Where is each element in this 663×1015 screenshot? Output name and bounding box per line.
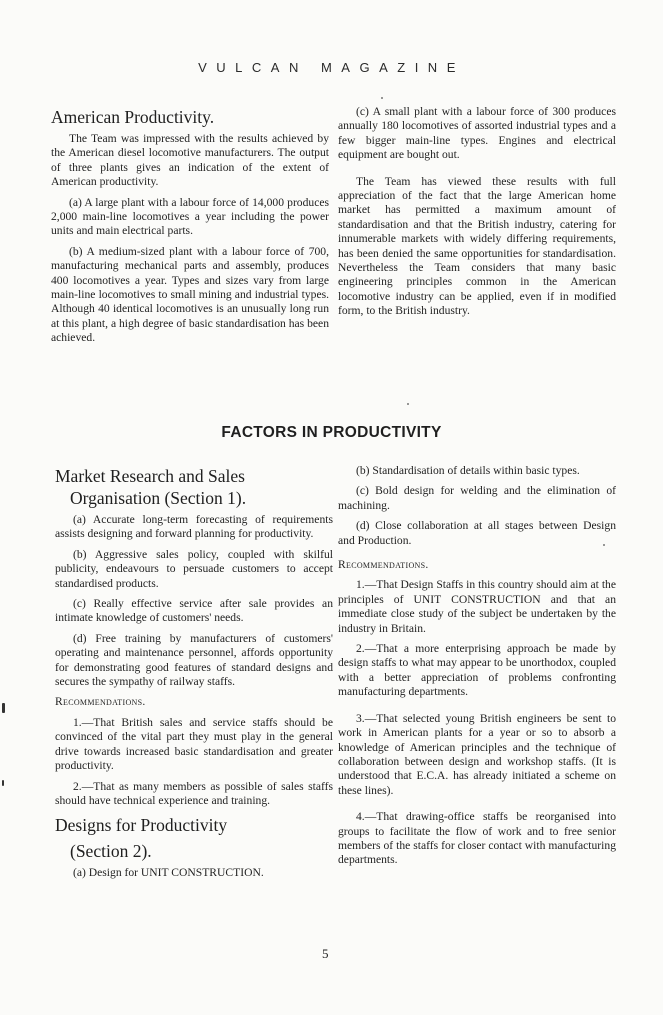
paragraph: (c) A small plant with a labour force of 300 produces annually 180 locomotives of assorted industrial types and a few bigger main-line types. Engines and electrical equipment are bought out. [338, 105, 616, 162]
recommendations-label: Recommendations. [338, 558, 429, 572]
speck [381, 97, 383, 99]
list-item: (c) Bold design for welding and the elimination of machining. [338, 484, 616, 512]
paragraph: (b) A medium-sized plant with a labour force of 700, manufacturing mechanical parts and assembly, produces 400 locomotives a year. Types and sizes vary from large main-line locomotives to small mining and industrial types. Although 40 identical locomotives is an unusually long run at this plant, a high degree of basic standardisation has been achieved. [51, 244, 329, 345]
list-item: (a) Design for UNIT CONSTRUCTION. [73, 866, 264, 880]
binding-mark [2, 703, 5, 713]
list-item: (b) Aggressive sales policy, coupled with skilful publicity, endeavours to persuade customers to accept standardised products. [55, 547, 333, 590]
paragraph: (a) A large plant with a labour force of 14,000 produces 2,000 main-line locomotives a year including the power units and main electrical parts. [51, 195, 329, 238]
binding-mark [2, 780, 4, 786]
running-head: VULCAN MAGAZINE [198, 60, 465, 75]
section-heading: FACTORS IN PRODUCTIVITY [221, 424, 442, 441]
list-item: (a) Accurate long-term forecasting of requirements assists designing and forward planning for productivity. [55, 513, 333, 541]
recommendation-item: 3.—That selected young British engineers be sent to work in American plants for a year or so to absorb a knowledge of American principles and the technique of collaboration between design and workshop staffs. (It is understood that E.C.A. has already initiated a scheme on these lines). [338, 711, 616, 797]
recommendation-item: 1.—That British sales and service staffs should be convinced of the vital part they must play in the general drive towards increased basic standardisation and greater productivity. [55, 715, 333, 773]
heading-line: Designs for Productivity [55, 815, 228, 836]
speck [603, 544, 605, 546]
bottom-left-column [55, 465, 333, 887]
recommendation-item: 4.—That drawing-office staffs be reorganised into groups to facilitate the flow of work and to free senior members of the staffs for closer contact with manufacturing departments. [338, 810, 616, 867]
list-item: (d) Close collaboration at all stages between Design and Production. [338, 519, 616, 547]
recommendations-label: Recommendations. [55, 695, 146, 709]
recommendation-item: 2.—That a more enterprising approach be made by design staffs to what may appear to be unorthodox, coupled with a better appreciation of problems confronting manufacturing departments. [338, 642, 616, 699]
american-productivity-heading: American Productivity. [51, 107, 215, 127]
recommendation-item: 1.—That Design Staffs in this country should aim at the principles of UNIT CONSTRUCTION and that an immediate close study of the subject be undertaken by the industry in Britain. [338, 578, 616, 635]
paragraph: The Team has viewed these results with full appreciation of the fact that the large American home market has permitted a maximum amount of standardisation and that the British industry, catering for innumerable markets with widely differing requirements, has been denied the same opportunities for standardisation. Nevertheless the Team considers that many basic engineering principles common in the American locomotive industry can be applied, even if in modified form, to the British industry. [338, 174, 616, 318]
recommendation-item: 2.—That as many members as possible of sales staffs should have technical experience and training. [55, 779, 333, 807]
paragraph: The Team was impressed with the results achieved by the American diesel locomotive manufacturers. The output of three plants gives an indication of the extent of American productivity. [51, 132, 329, 189]
heading-line: (Section 2). [70, 841, 152, 862]
list-item: (b) Standardisation of details within basic types. [356, 464, 580, 477]
heading-line: Market Research and Sales [55, 466, 245, 486]
list-item: (d) Free training by manufacturers of customers' operating and maintenance personnel, affords opportunity for demonstrating good features of standard designs and secures the sympathy of railway staffs. [55, 631, 333, 689]
bottom-right-column [338, 464, 616, 874]
page-number: 5 [322, 946, 329, 961]
list-item: (c) Really effective service after sale provides an intimate knowledge of customers' needs. [55, 597, 333, 625]
designs-heading [55, 814, 333, 862]
heading-line: Organisation (Section 1). [70, 488, 247, 508]
market-research-heading [55, 465, 333, 509]
top-right-column [338, 105, 616, 325]
speck [407, 403, 409, 405]
top-left-column [51, 106, 329, 352]
